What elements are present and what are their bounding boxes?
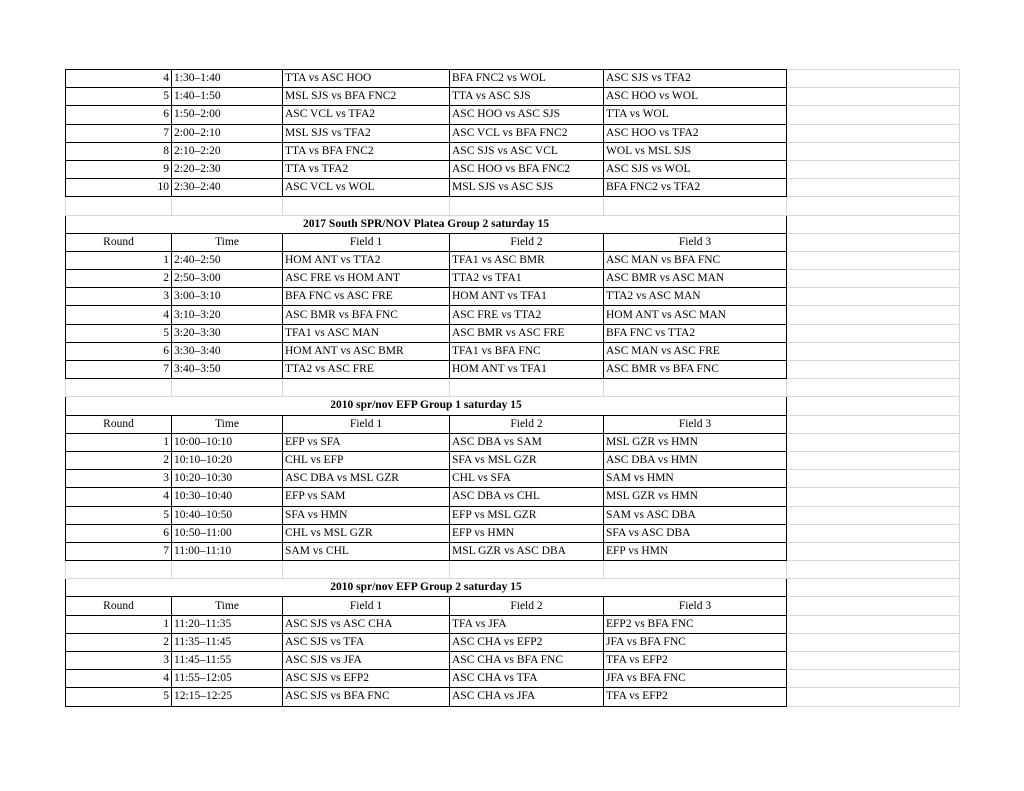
field1-cell[interactable]: SAM vs CHL: [283, 542, 450, 560]
field2-cell[interactable]: TTA2 vs TFA1: [450, 270, 604, 288]
time-cell[interactable]: 2:10–2:20: [172, 142, 283, 160]
time-cell[interactable]: 3:20–3:30: [172, 324, 283, 342]
empty-cell[interactable]: [172, 379, 283, 397]
round-cell[interactable]: 1: [66, 615, 172, 633]
time-cell[interactable]: 2:40–2:50: [172, 251, 283, 269]
header-round[interactable]: Round: [66, 415, 172, 433]
header-f3[interactable]: Field 3: [604, 233, 787, 251]
time-cell[interactable]: 10:50–11:00: [172, 524, 283, 542]
time-cell[interactable]: 10:00–10:10: [172, 433, 283, 451]
time-cell[interactable]: 11:55–12:05: [172, 670, 283, 688]
round-cell[interactable]: 7: [66, 361, 172, 379]
time-cell[interactable]: 10:20–10:30: [172, 470, 283, 488]
header-round[interactable]: Round: [66, 233, 172, 251]
round-cell[interactable]: 6: [66, 524, 172, 542]
field1-cell[interactable]: CHL vs EFP: [283, 451, 450, 469]
round-cell[interactable]: 4: [66, 488, 172, 506]
field1-cell[interactable]: HOM ANT vs TTA2: [283, 251, 450, 269]
field2-cell[interactable]: ASC BMR vs ASC FRE: [450, 324, 604, 342]
table-row: [66, 306, 960, 324]
round-cell[interactable]: 7: [66, 124, 172, 142]
field3-cell[interactable]: ASC BMR vs BFA FNC: [604, 361, 787, 379]
table-row: [66, 342, 960, 360]
empty-cell[interactable]: [283, 379, 450, 397]
group-title[interactable]: 2010 spr/nov EFP Group 1 saturday 15: [66, 397, 787, 415]
field3-cell[interactable]: EFP2 vs BFA FNC: [604, 615, 787, 633]
empty-cell[interactable]: [787, 470, 960, 488]
header-round[interactable]: Round: [66, 597, 172, 615]
time-cell[interactable]: 1:50–2:00: [172, 106, 283, 124]
field2-cell[interactable]: SFA vs MSL GZR: [450, 451, 604, 469]
header-time[interactable]: Time: [172, 597, 283, 615]
header-f3[interactable]: Field 3: [604, 415, 787, 433]
field2-cell[interactable]: ASC FRE vs TTA2: [450, 306, 604, 324]
schedule-table: [65, 69, 960, 707]
empty-cell[interactable]: [787, 415, 960, 433]
empty-cell[interactable]: [787, 542, 960, 560]
empty-cell[interactable]: [283, 561, 450, 579]
empty-cell[interactable]: [787, 397, 960, 415]
empty-cell[interactable]: [66, 379, 172, 397]
empty-cell[interactable]: [787, 597, 960, 615]
field3-cell[interactable]: JFA vs BFA FNC: [604, 670, 787, 688]
table-row: [66, 524, 960, 542]
round-cell[interactable]: 4: [66, 70, 172, 88]
round-cell[interactable]: 4: [66, 306, 172, 324]
header-f2[interactable]: Field 2: [450, 415, 604, 433]
table-row: [66, 688, 960, 706]
time-cell[interactable]: 2:00–2:10: [172, 124, 283, 142]
field3-cell[interactable]: JFA vs BFA FNC: [604, 633, 787, 651]
round-cell[interactable]: 1: [66, 433, 172, 451]
field2-cell[interactable]: ASC CHA vs TFA: [450, 670, 604, 688]
header-f1[interactable]: Field 1: [283, 415, 450, 433]
round-cell[interactable]: 5: [66, 324, 172, 342]
field3-cell[interactable]: SAM vs HMN: [604, 470, 787, 488]
round-cell[interactable]: 1: [66, 251, 172, 269]
field3-cell[interactable]: HOM ANT vs ASC MAN: [604, 306, 787, 324]
time-cell[interactable]: 3:10–3:20: [172, 306, 283, 324]
table-row: [66, 288, 960, 306]
empty-cell[interactable]: [787, 233, 960, 251]
field1-cell[interactable]: TTA vs BFA FNC2: [283, 142, 450, 160]
empty-cell[interactable]: [787, 652, 960, 670]
field3-cell[interactable]: ASC HOO vs TFA2: [604, 124, 787, 142]
empty-cell[interactable]: [66, 561, 172, 579]
field3-cell[interactable]: MSL GZR vs HMN: [604, 488, 787, 506]
table-row: [66, 179, 960, 197]
field2-cell[interactable]: ASC DBA vs SAM: [450, 433, 604, 451]
time-cell[interactable]: 2:20–2:30: [172, 160, 283, 178]
field3-cell[interactable]: ASC SJS vs WOL: [604, 160, 787, 178]
field1-cell[interactable]: EFP vs SAM: [283, 488, 450, 506]
field2-cell[interactable]: TFA vs JFA: [450, 615, 604, 633]
field2-cell[interactable]: HOM ANT vs TFA1: [450, 361, 604, 379]
time-cell[interactable]: 11:35–11:45: [172, 633, 283, 651]
time-cell[interactable]: 1:30–1:40: [172, 70, 283, 88]
round-cell[interactable]: 2: [66, 270, 172, 288]
round-cell[interactable]: 10: [66, 179, 172, 197]
empty-cell[interactable]: [787, 124, 960, 142]
field1-cell[interactable]: MSL SJS vs BFA FNC2: [283, 88, 450, 106]
empty-cell[interactable]: [787, 615, 960, 633]
empty-cell[interactable]: [450, 561, 604, 579]
table-row: [66, 470, 960, 488]
field1-cell[interactable]: TTA vs TFA2: [283, 160, 450, 178]
field3-cell[interactable]: TFA vs EFP2: [604, 688, 787, 706]
field1-cell[interactable]: ASC SJS vs JFA: [283, 652, 450, 670]
table-row: [66, 251, 960, 269]
header-f2[interactable]: Field 2: [450, 597, 604, 615]
empty-cell[interactable]: [787, 579, 960, 597]
empty-cell[interactable]: [787, 215, 960, 233]
time-cell[interactable]: 3:30–3:40: [172, 342, 283, 360]
field1-cell[interactable]: ASC BMR vs BFA FNC: [283, 306, 450, 324]
round-cell[interactable]: 9: [66, 160, 172, 178]
round-cell[interactable]: 3: [66, 470, 172, 488]
field1-cell[interactable]: ASC SJS vs BFA FNC: [283, 688, 450, 706]
empty-cell[interactable]: [787, 361, 960, 379]
blank-row: [66, 197, 960, 215]
empty-cell[interactable]: [787, 288, 960, 306]
field3-cell[interactable]: ASC SJS vs TFA2: [604, 70, 787, 88]
table-row: [66, 142, 960, 160]
field2-cell[interactable]: TTA vs ASC SJS: [450, 88, 604, 106]
round-cell[interactable]: 3: [66, 652, 172, 670]
round-cell[interactable]: 5: [66, 688, 172, 706]
round-cell[interactable]: 6: [66, 342, 172, 360]
empty-cell[interactable]: [787, 524, 960, 542]
field1-cell[interactable]: CHL vs MSL GZR: [283, 524, 450, 542]
table-row: [66, 324, 960, 342]
field2-cell[interactable]: CHL vs SFA: [450, 470, 604, 488]
field1-cell[interactable]: ASC VCL vs WOL: [283, 179, 450, 197]
empty-cell[interactable]: [787, 451, 960, 469]
field3-cell[interactable]: SFA vs ASC DBA: [604, 524, 787, 542]
field2-cell[interactable]: EFP vs MSL GZR: [450, 506, 604, 524]
empty-cell[interactable]: [787, 88, 960, 106]
empty-cell[interactable]: [787, 179, 960, 197]
field2-cell[interactable]: ASC DBA vs CHL: [450, 488, 604, 506]
round-cell[interactable]: 8: [66, 142, 172, 160]
field3-cell[interactable]: ASC BMR vs ASC MAN: [604, 270, 787, 288]
field1-cell[interactable]: TTA2 vs ASC FRE: [283, 361, 450, 379]
header-f2[interactable]: Field 2: [450, 233, 604, 251]
group-title-row: [66, 579, 960, 597]
empty-cell[interactable]: [172, 197, 283, 215]
table-row: [66, 542, 960, 560]
field3-cell[interactable]: ASC DBA vs HMN: [604, 451, 787, 469]
blank-row: [66, 561, 960, 579]
field2-cell[interactable]: ASC HOO vs ASC SJS: [450, 106, 604, 124]
column-header-row: [66, 415, 960, 433]
header-time[interactable]: Time: [172, 233, 283, 251]
empty-cell[interactable]: [787, 488, 960, 506]
field1-cell[interactable]: EFP vs SFA: [283, 433, 450, 451]
round-cell[interactable]: 2: [66, 633, 172, 651]
empty-cell[interactable]: [787, 106, 960, 124]
field2-cell[interactable]: ASC CHA vs BFA FNC: [450, 652, 604, 670]
field1-cell[interactable]: TFA1 vs ASC MAN: [283, 324, 450, 342]
field2-cell[interactable]: ASC HOO vs BFA FNC2: [450, 160, 604, 178]
empty-cell[interactable]: [787, 324, 960, 342]
time-cell[interactable]: 2:50–3:00: [172, 270, 283, 288]
field1-cell[interactable]: HOM ANT vs ASC BMR: [283, 342, 450, 360]
header-time[interactable]: Time: [172, 415, 283, 433]
field2-cell[interactable]: TFA1 vs ASC BMR: [450, 251, 604, 269]
field2-cell[interactable]: ASC SJS vs ASC VCL: [450, 142, 604, 160]
empty-cell[interactable]: [66, 197, 172, 215]
table-row: [66, 615, 960, 633]
empty-cell[interactable]: [787, 251, 960, 269]
round-cell[interactable]: 2: [66, 451, 172, 469]
empty-cell[interactable]: [172, 561, 283, 579]
field2-cell[interactable]: ASC VCL vs BFA FNC2: [450, 124, 604, 142]
empty-cell[interactable]: [787, 142, 960, 160]
group-title-row: [66, 215, 960, 233]
empty-cell[interactable]: [787, 306, 960, 324]
group-title[interactable]: 2010 spr/nov EFP Group 2 saturday 15: [66, 579, 787, 597]
round-cell[interactable]: 3: [66, 288, 172, 306]
spreadsheet: [65, 69, 960, 707]
empty-cell[interactable]: [787, 506, 960, 524]
empty-cell[interactable]: [787, 688, 960, 706]
table-row: [66, 106, 960, 124]
field1-cell[interactable]: MSL SJS vs TFA2: [283, 124, 450, 142]
header-f1[interactable]: Field 1: [283, 597, 450, 615]
time-cell[interactable]: 11:00–11:10: [172, 542, 283, 560]
empty-cell[interactable]: [604, 561, 787, 579]
field1-cell[interactable]: TTA vs ASC HOO: [283, 70, 450, 88]
field1-cell[interactable]: BFA FNC vs ASC FRE: [283, 288, 450, 306]
empty-cell[interactable]: [604, 379, 787, 397]
group-title[interactable]: 2017 South SPR/NOV Platea Group 2 saturday 15: [66, 215, 787, 233]
time-cell[interactable]: 11:45–11:55: [172, 652, 283, 670]
field3-cell[interactable]: TTA2 vs ASC MAN: [604, 288, 787, 306]
time-cell[interactable]: 1:40–1:50: [172, 88, 283, 106]
round-cell[interactable]: 5: [66, 506, 172, 524]
field3-cell[interactable]: TTA vs WOL: [604, 106, 787, 124]
empty-cell[interactable]: [604, 197, 787, 215]
field2-cell[interactable]: EFP vs HMN: [450, 524, 604, 542]
field2-cell[interactable]: ASC CHA vs EFP2: [450, 633, 604, 651]
field3-cell[interactable]: WOL vs MSL SJS: [604, 142, 787, 160]
field3-cell[interactable]: EFP vs HMN: [604, 542, 787, 560]
field1-cell[interactable]: SFA vs HMN: [283, 506, 450, 524]
round-cell[interactable]: 5: [66, 88, 172, 106]
field1-cell[interactable]: ASC DBA vs MSL GZR: [283, 470, 450, 488]
column-header-row: [66, 233, 960, 251]
empty-cell[interactable]: [450, 379, 604, 397]
time-cell[interactable]: 3:00–3:10: [172, 288, 283, 306]
field3-cell[interactable]: ASC HOO vs WOL: [604, 88, 787, 106]
round-cell[interactable]: 7: [66, 542, 172, 560]
field3-cell[interactable]: BFA FNC2 vs TFA2: [604, 179, 787, 197]
blank-row: [66, 379, 960, 397]
empty-cell[interactable]: [787, 270, 960, 288]
time-cell[interactable]: 10:40–10:50: [172, 506, 283, 524]
empty-cell[interactable]: [787, 561, 960, 579]
field2-cell[interactable]: ASC CHA vs JFA: [450, 688, 604, 706]
table-row: [66, 270, 960, 288]
time-cell[interactable]: 10:10–10:20: [172, 451, 283, 469]
column-header-row: [66, 597, 960, 615]
round-cell[interactable]: 4: [66, 670, 172, 688]
empty-cell[interactable]: [283, 197, 450, 215]
field1-cell[interactable]: ASC VCL vs TFA2: [283, 106, 450, 124]
table-row: [66, 652, 960, 670]
field3-cell[interactable]: MSL GZR vs HMN: [604, 433, 787, 451]
field3-cell[interactable]: ASC MAN vs ASC FRE: [604, 342, 787, 360]
time-cell[interactable]: 12:15–12:25: [172, 688, 283, 706]
table-row: [66, 506, 960, 524]
table-row: [66, 633, 960, 651]
field3-cell[interactable]: BFA FNC vs TTA2: [604, 324, 787, 342]
empty-cell[interactable]: [787, 342, 960, 360]
table-row: [66, 88, 960, 106]
field2-cell[interactable]: TFA1 vs BFA FNC: [450, 342, 604, 360]
field1-cell[interactable]: ASC SJS vs TFA: [283, 633, 450, 651]
group-title-row: [66, 397, 960, 415]
time-cell[interactable]: 2:30–2:40: [172, 179, 283, 197]
field1-cell[interactable]: ASC SJS vs ASC CHA: [283, 615, 450, 633]
table-row: [66, 361, 960, 379]
field1-cell[interactable]: ASC FRE vs HOM ANT: [283, 270, 450, 288]
field2-cell[interactable]: HOM ANT vs TFA1: [450, 288, 604, 306]
field3-cell[interactable]: TFA vs EFP2: [604, 652, 787, 670]
table-row: [66, 70, 960, 88]
field3-cell[interactable]: SAM vs ASC DBA: [604, 506, 787, 524]
header-f1[interactable]: Field 1: [283, 233, 450, 251]
table-row: [66, 451, 960, 469]
table-row: [66, 160, 960, 178]
table-row: [66, 433, 960, 451]
header-f3[interactable]: Field 3: [604, 597, 787, 615]
empty-cell[interactable]: [787, 670, 960, 688]
table-row: [66, 670, 960, 688]
field2-cell[interactable]: MSL SJS vs ASC SJS: [450, 179, 604, 197]
field2-cell[interactable]: BFA FNC2 vs WOL: [450, 70, 604, 88]
empty-cell[interactable]: [787, 70, 960, 88]
empty-cell[interactable]: [787, 160, 960, 178]
table-row: [66, 124, 960, 142]
empty-cell[interactable]: [787, 433, 960, 451]
empty-cell[interactable]: [450, 197, 604, 215]
time-cell[interactable]: 10:30–10:40: [172, 488, 283, 506]
empty-cell[interactable]: [787, 197, 960, 215]
round-cell[interactable]: 6: [66, 106, 172, 124]
field1-cell[interactable]: ASC SJS vs EFP2: [283, 670, 450, 688]
time-cell[interactable]: 3:40–3:50: [172, 361, 283, 379]
table-row: [66, 488, 960, 506]
field3-cell[interactable]: ASC MAN vs BFA FNC: [604, 251, 787, 269]
field2-cell[interactable]: MSL GZR vs ASC DBA: [450, 542, 604, 560]
empty-cell[interactable]: [787, 633, 960, 651]
time-cell[interactable]: 11:20–11:35: [172, 615, 283, 633]
empty-cell[interactable]: [787, 379, 960, 397]
